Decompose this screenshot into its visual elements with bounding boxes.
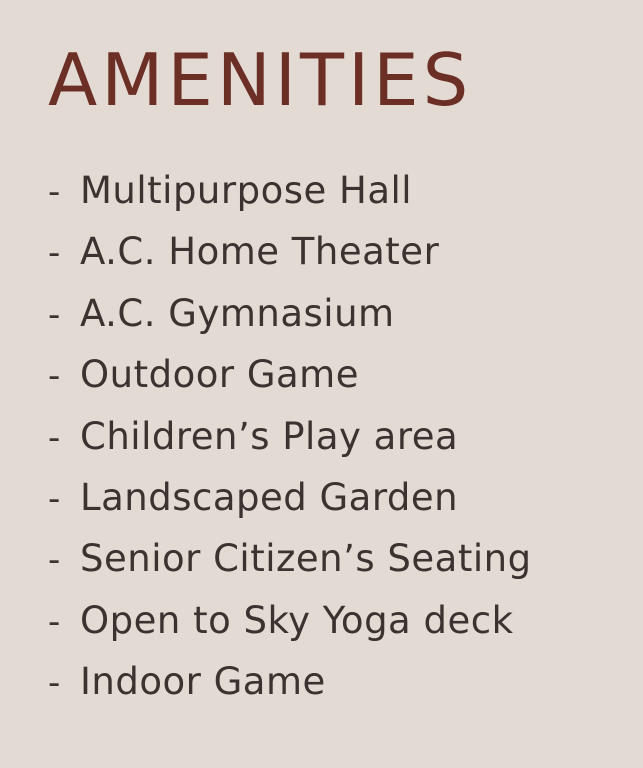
bullet-dash-icon: - xyxy=(48,417,61,458)
bullet-dash-icon: - xyxy=(48,540,61,581)
bullet-dash-icon: - xyxy=(48,233,61,274)
list-item xyxy=(48,528,643,589)
list-item xyxy=(48,467,643,528)
amenities-list xyxy=(48,160,643,713)
list-item xyxy=(48,590,643,651)
list-item-label: A.C. Gymnasium xyxy=(80,291,395,335)
list-item-label: A.C. Home Theater xyxy=(80,230,440,274)
list-item-label: Children’s Play area xyxy=(80,414,459,458)
bullet-dash-icon: - xyxy=(48,663,61,704)
bullet-dash-icon: - xyxy=(48,601,61,642)
list-item-label: Open to Sky Yoga deck xyxy=(80,598,514,642)
bullet-dash-icon: - xyxy=(48,479,61,520)
list-item-label: Senior Citizen’s Seating xyxy=(80,537,532,581)
list-item-label: Indoor Game xyxy=(80,660,326,704)
list-item xyxy=(48,221,643,282)
list-item xyxy=(48,344,643,405)
list-item-label: Outdoor Game xyxy=(80,353,359,397)
list-item xyxy=(48,651,643,712)
page-title: AMENITIES xyxy=(48,38,473,122)
list-item xyxy=(48,283,643,344)
list-item xyxy=(48,160,643,221)
list-item xyxy=(48,406,643,467)
bullet-dash-icon: - xyxy=(48,294,61,335)
bullet-dash-icon: - xyxy=(48,356,61,397)
bullet-dash-icon: - xyxy=(48,172,61,212)
list-item-label: Multipurpose Hall xyxy=(80,169,413,212)
list-item-label: Landscaped Garden xyxy=(80,476,459,520)
